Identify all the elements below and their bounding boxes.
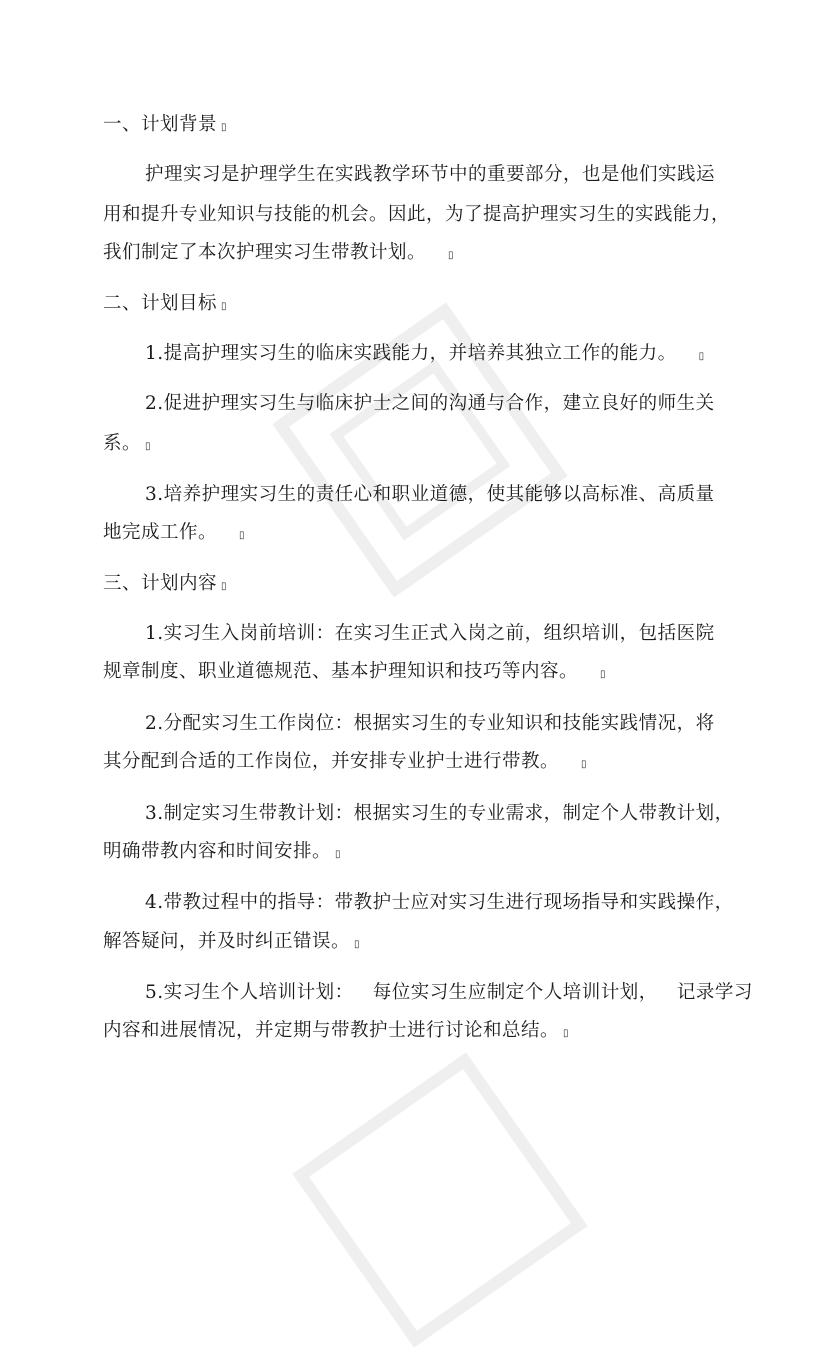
goal-item-continued: 系。 ▯ [103, 433, 152, 454]
section-heading-background: 一、计划背景 ▯ [103, 114, 228, 135]
goal-item: 1.提高护理实习生的临床实践能力，并培养其独立工作的能力。 ▯ [145, 343, 705, 364]
content-item-continued: 明确带教内容和时间安排。 ▯ [103, 841, 342, 862]
paragraph-mark: ▯ [335, 849, 342, 860]
watermark-stamp [253, 283, 587, 617]
section-heading-goals: 二、计划目标 ▯ [103, 293, 228, 314]
paragraph-mark: ▯ [698, 351, 705, 362]
paragraph-mark: ▯ [221, 122, 228, 133]
paragraph-line: 护理实习是护理学生在实践教学环节中的重要部分，也是他们实践运 [145, 164, 716, 185]
content-item-continued: 内容和进展情况，并定期与带教护士进行讨论和总结。 ▯ [103, 1020, 570, 1041]
content-item: 5.实习生个人培训计划： 每位实习生应制定个人培训计划， 记录学习 [145, 982, 753, 1003]
content-item: 4.带教过程中的指导：带教护士应对实习生进行现场指导和实践操作， [145, 892, 734, 913]
paragraph-mark: ▯ [221, 581, 228, 592]
paragraph-mark: ▯ [239, 530, 246, 541]
watermark-stamp [273, 1033, 607, 1367]
content-item-continued: 解答疑问，并及时纠正错误。 ▯ [103, 931, 361, 952]
goal-item: 2.促进护理实习生与临床护士之间的沟通与合作，建立良好的师生关 [145, 393, 715, 414]
goal-item-continued: 地完成工作。 ▯ [103, 522, 246, 543]
paragraph-line: 我们制定了本次护理实习生带教计划。 ▯ [103, 242, 455, 263]
content-item-continued: 规章制度、职业道德规范、基本护理知识和技巧等内容。 ▯ [103, 661, 607, 682]
content-item: 3.制定实习生带教计划：根据实习生的专业需求，制定个人带教计划， [145, 803, 734, 824]
paragraph-mark: ▯ [581, 759, 588, 770]
paragraph-mark: ▯ [448, 250, 455, 261]
content-item: 1.实习生入岗前培训：在实习生正式入岗之前，组织培训，包括医院 [145, 623, 715, 644]
content-item: 2.分配实习生工作岗位：根据实习生的专业知识和技能实践情况，将 [145, 713, 715, 734]
paragraph-mark: ▯ [563, 1028, 570, 1039]
paragraph-mark: ▯ [354, 939, 361, 950]
goal-item: 3.培养护理实习生的责任心和职业道德，使其能够以高标准、高质量 [145, 484, 715, 505]
content-item-continued: 其分配到合适的工作岗位，并安排专业护士进行带教。 ▯ [103, 751, 588, 772]
paragraph-line: 用和提升专业知识与技能的机会。因此，为了提高护理实习生的实践能力， [103, 204, 731, 225]
paragraph-mark: ▯ [600, 669, 607, 680]
paragraph-mark: ▯ [145, 441, 152, 452]
paragraph-mark: ▯ [221, 301, 228, 312]
section-heading-contents: 三、计划内容 ▯ [103, 573, 228, 594]
